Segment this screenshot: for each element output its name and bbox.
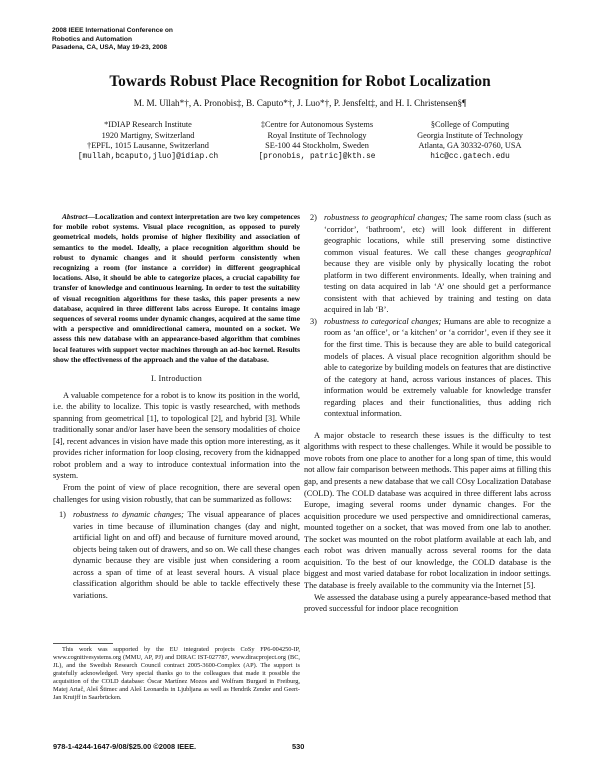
body-paragraph: A major obstacle to research these issues is the difficulty to test algorithms with respect to these challenges. While it would be possible to move robots from one place to another for a long span of time, this would not allow fair comparison between methods. This paper aims at filling this gap, and presents a new database that we call COsy Localization Database (COLD). The COLD database was acquired in three different labs across Europe, imaging several rooms under dynamic changes. For the acquisition procedure we used perspective and omnidirectional cameras, mounted together on a socket, that was moved from one lab to another. The socket was mounted on the robot platform available at each lab, and each robot was driven manually across several rooms for the data acquisition. To the best of our knowledge, the COLD database is the biggest and most varied database for robot localization in indoor settings. The database is freely available to the community via the Internet [5].: [304, 430, 551, 590]
body-paragraph: We assessed the database using a purely appearance-based method that proved successful for indoor place recognition: [304, 592, 551, 614]
footnote-divider: [53, 643, 113, 644]
paper-title: Towards Robust Place Recognition for Robot Localization: [109, 73, 491, 90]
list-number: 1): [59, 510, 66, 520]
list-term: geographical: [506, 247, 551, 257]
affiliation-line: Atlanta, GA 30332-0760, USA: [418, 141, 522, 151]
affiliation-line: *IDIAP Research Institute: [104, 120, 192, 129]
list-text: The same room class (such as ‘corridor’, ‘bathroom’, etc) will look different in different geographic locations, while still preserving some distinctive common visual features. We call these changes: [324, 213, 551, 257]
right-column: [304, 212, 551, 615]
affiliation-line: §College of Computing: [430, 120, 510, 129]
conference-line-3: Pasadena, CA, USA, May 19-23, 2008: [52, 44, 168, 52]
list-text: because they are visible only by physically locating the robot platform in two different environments. Ideally, when training and testing on data acquired in lab ‘A’ one should get a performance consistent with that achieved by training and testing on data acquired in lab ‘B’.: [324, 259, 551, 315]
list-item: [304, 316, 551, 420]
left-column: [53, 212, 300, 605]
list-number: 3): [310, 316, 317, 326]
affiliation-line: 1920 Martigny, Switzerland: [101, 130, 195, 140]
affiliation-line: ‡Centre for Autonomous Systems: [260, 120, 374, 129]
affiliation-email: [mullah,bcaputo,jluo]@idiap.ch: [77, 152, 219, 161]
list-item: [304, 212, 551, 316]
conference-header: [52, 27, 173, 53]
affiliation-line: Royal Institute of Technology: [267, 130, 367, 140]
list-text: Humans are able to recognize a room as ‘an office’, or ‘a kitchen’ or ‘a corridor’, even if they see it for the first time. This is because they are able to build categorical models of places. A visual place recognition algorithm should be able to categorize by building models on features that are distinctive of the category at hand, across various instances of places. This information would be extremely valuable for knowledge transfer regarding places and their functionalities, thus adding rich contextual information.: [324, 316, 551, 419]
affiliation-idiap: [58, 120, 238, 162]
intro-paragraph-2: From the point of view of place recognition, there are several open challenges for using vision robustly, that can be summarized as follows:: [53, 482, 300, 504]
abstract-label: Abstract: [62, 212, 88, 221]
list-text: The visual appearance of places varies in time because of illumination changes (day and night, artificial light on and off) and because of furniture moved around, objects being taken out of drawers, and so on. We call these changes dynamic because they are visible just when considering a room across a span of time of at least several hours. A visual place classification algorithm should be able to tackle effectively these variations.: [73, 510, 300, 600]
abstract-text: —Localization and context interpretation are two key competences for mobile robot systems. Visual place recognition, as opposed to purely geometrical models, holds promise of higher flexibility and association of semantics to the model. Ideally, a place recognition algorithm should be robust to dynamic changes and it should perform consistently when recognizing a room (for instance a corridor) in different geographical locations. Also, it should be able to categorize places, a crucial capability for transfer of knowledge and continuous learning. In order to test the suitability of visual recognition algorithms for these tasks, this paper presents a new database, acquired in three different labs across Europe. It contains image sequences of several rooms under dynamic changes, acquired at the same time with a perspective and omnidirectional camera, mounted on a socket. We assess this new database with an appearance-based algorithm that combines local features with support vector machines through an ad-hoc kernel. Results show the effectiveness of the approach and the value of the database.: [53, 212, 300, 364]
affiliation-line: SE-100 44 Stockholm, Sweden: [265, 141, 369, 151]
author-list: M. M. Ullah*†, A. Pronobis‡, B. Caputo*†, J. Luo*†, P. Jensfelt‡, and H. I. Christensen§¶: [133, 98, 467, 108]
affiliation-line: Georgia Institute of Technology: [417, 130, 523, 140]
challenge-list: [53, 509, 300, 601]
challenge-list-continued: [304, 212, 551, 420]
list-number: 2): [310, 213, 317, 222]
copyright-line: 978-1-4244-1647-9/08/$25.00 ©2008 IEEE.: [53, 742, 197, 751]
list-term: robustness to dynamic changes;: [73, 510, 184, 520]
list-term: robustness to categorical changes;: [324, 316, 442, 326]
conference-line-2: Robotics and Automation: [52, 35, 132, 43]
list-item: [53, 509, 300, 601]
list-term: robustness to geographical changes;: [324, 213, 448, 222]
intro-paragraph-1: A valuable competence for a robot is to know its position in the world, i.e. the ability to localize. This topic is vastly researched, with methods spanning from geometrical [1], to topological [2], and hybrid [3]. While traditionally sonar and/or laser have been the sensory modalities of choice [4], recent advances in vision have made this option more interesting, as it provides richer information for loop closing, recovery from the kidnapped robot problem and a way to introduce contextual information into the system.: [53, 390, 300, 481]
affiliation-line: †EPFL, 1015 Lausanne, Switzerland: [87, 141, 209, 151]
conference-line-1: 2008 IEEE International Conference on: [52, 27, 173, 34]
section-heading: I. Introduction: [151, 374, 202, 384]
abstract: [53, 212, 300, 365]
affiliation-email: hic@cc.gatech.edu: [430, 152, 510, 161]
footnote: This work was supported by the EU integrated projects CoSy FP6-004250-IP, www.cognitivesystems.org (MMU, AP, PJ) and DIRAC IST-027787, www.diracproject.org (BC, JL), and the Swedish Research Council contract 2005-3600-Complex (AP). The support is gratefully acknowledged. Very special thanks go to the colleagues that made it possible the acquisition of the COLD database: Óscar Martínez Mozos and Wolfram Burgard in Freiburg, Matej Artač, Aleš Štimec and Aleš Leonardis in Ljubljana as well as Hendrik Zender and Geert-Jan Kruijff in Saarbrücken.: [53, 646, 300, 701]
affiliation-kth: [242, 120, 392, 162]
affiliation-gatech: [395, 120, 545, 162]
affiliation-email: [pronobis, patric]@kth.se: [258, 152, 376, 161]
page-number: 530: [292, 742, 305, 751]
